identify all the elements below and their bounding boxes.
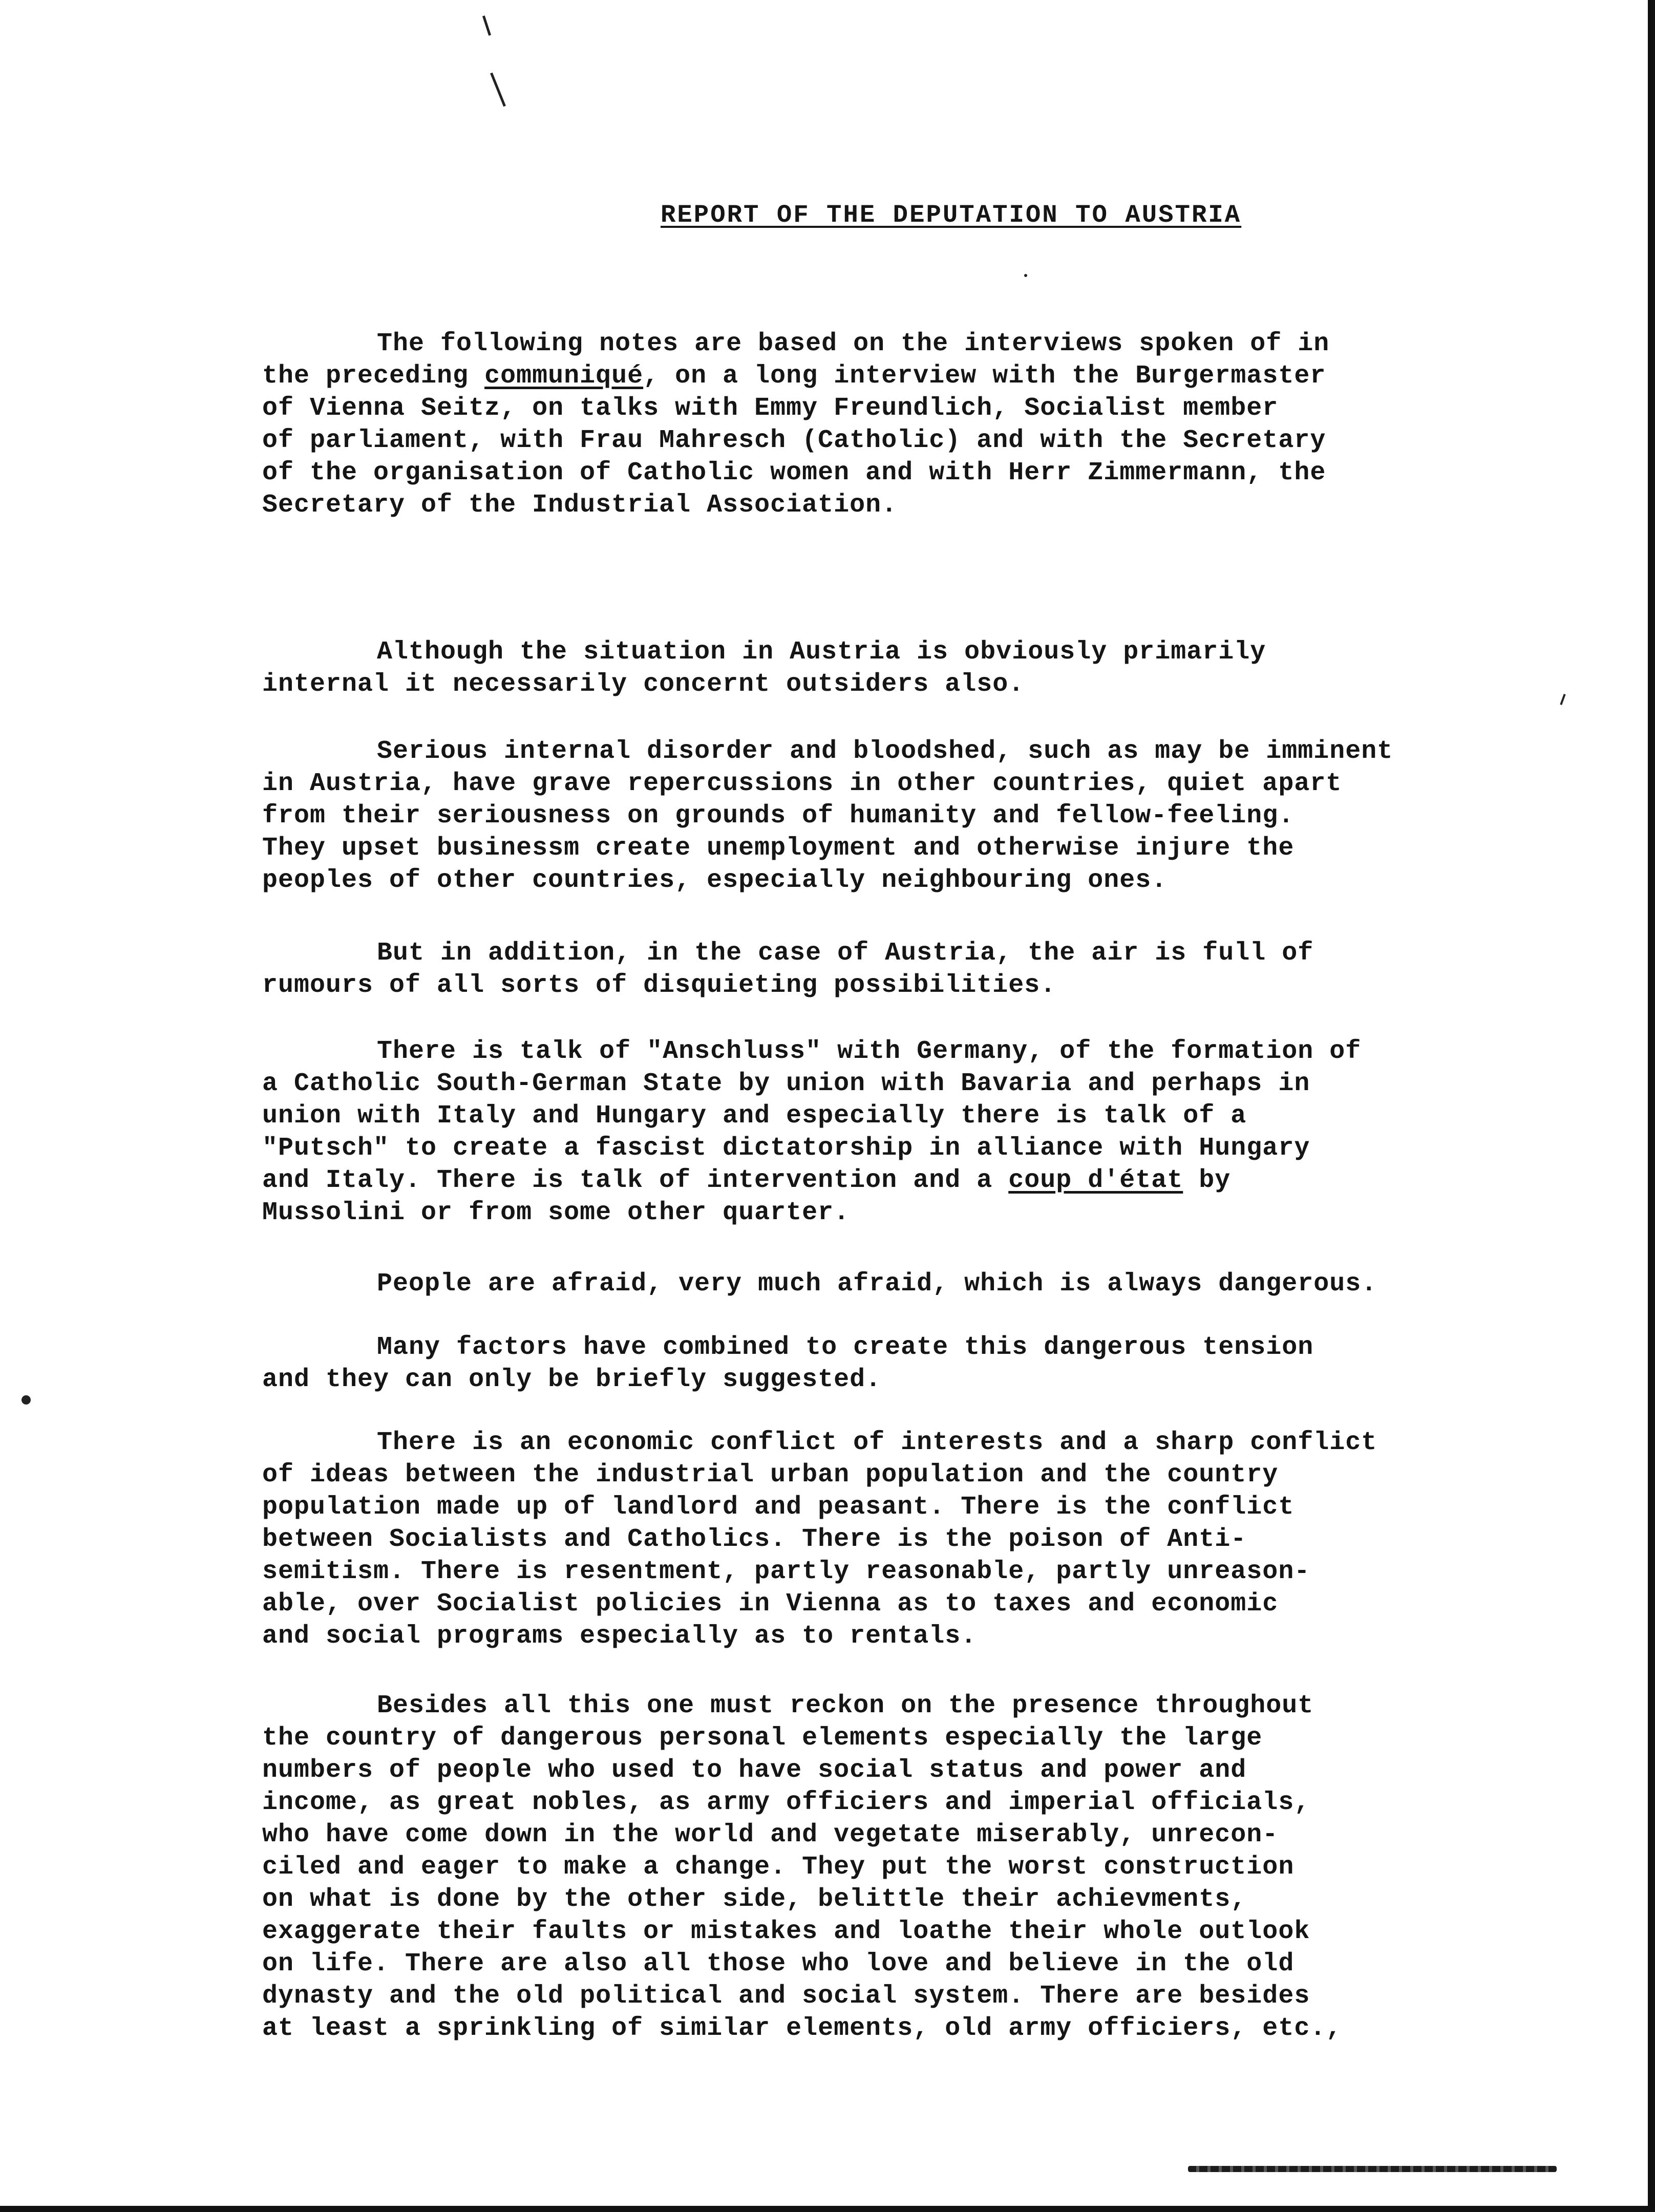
text-line: Serious internal disorder and bloodshed, such as may be imminent	[377, 737, 1393, 766]
text-line: exaggerate their faults or mistakes and loathe their whole outlook	[262, 1917, 1310, 1946]
underlined-word: communiqué	[484, 361, 644, 391]
text-line: peoples of other countries, especially neighbouring ones.	[262, 866, 1168, 895]
text-line: Besides all this one must reckon on the presence throughout	[377, 1691, 1314, 1720]
text-line	[262, 360, 1573, 392]
text-line: able, over Socialist policies in Vienna as to taxes and economic	[262, 1589, 1279, 1619]
paragraph	[262, 1268, 1573, 1300]
text-line: income, as great nobles, as army officiers and imperial officials,	[262, 1788, 1310, 1817]
text-line: of ideas between the industrial urban population and the country	[262, 1460, 1279, 1490]
text-line	[262, 1164, 1573, 1197]
paragraph	[262, 1427, 1573, 1652]
text-line: in Austria, have grave repercussions in other countries, quiet apart	[262, 769, 1342, 798]
scan-mark	[490, 73, 506, 107]
paragraph	[262, 1331, 1573, 1396]
text-segment: the preceding	[262, 361, 485, 391]
text-line: from their seriousness on grounds of humanity and fellow-feeling.	[262, 801, 1295, 831]
scan-edge-right	[1648, 0, 1655, 2212]
paragraph	[262, 328, 1573, 521]
text-line: Many factors have combined to create this dangerous tension	[377, 1333, 1314, 1362]
text-line: But in addition, in the case of Austria, the air is full of	[377, 939, 1314, 968]
bottom-smudge	[1188, 2166, 1557, 2172]
text-line: numbers of people who used to have social status and power and	[262, 1756, 1247, 1785]
text-line: on what is done by the other side, belittle their achievments,	[262, 1885, 1247, 1914]
scan-mark	[22, 1395, 31, 1405]
text-segment: and Italy. There is talk of intervention and a	[262, 1166, 1009, 1195]
paragraph	[262, 937, 1573, 1002]
text-line: "Putsch" to create a fascist dictatorship in alliance with Hungary	[262, 1134, 1310, 1163]
text-line: a Catholic South-German State by union with Bavaria and perhaps in	[262, 1069, 1310, 1098]
text-line: between Socialists and Catholics. There is the poison of Anti-	[262, 1525, 1247, 1554]
scan-mark	[1024, 274, 1027, 277]
text-line: union with Italy and Hungary and especially there is talk of a	[262, 1101, 1247, 1131]
text-line: and they can only be briefly suggested.	[262, 1365, 882, 1394]
text-line: of the organisation of Catholic women and with Herr Zimmermann, the	[262, 458, 1326, 487]
text-line: and social programs especially as to rentals.	[262, 1622, 977, 1651]
paragraph	[262, 636, 1573, 700]
text-line: dynasty and the old political and social system. There are besides	[262, 1982, 1310, 2011]
text-line: the country of dangerous personal elements especially the large	[262, 1724, 1263, 1753]
text-line: Although the situation in Austria is obviously primarily	[377, 637, 1266, 667]
document-title: REPORT OF THE DEPUTATION TO AUSTRIA	[661, 201, 1242, 229]
text-line: of Vienna Seitz, on talks with Emmy Freundlich, Socialist member	[262, 394, 1279, 423]
paragraph	[262, 735, 1573, 897]
text-line: There is talk of "Anschluss" with Germany, of the formation of	[377, 1037, 1362, 1066]
text-line: Mussolini or from some other quarter.	[262, 1198, 850, 1227]
text-line: They upset businessm create unemployment and otherwise injure the	[262, 834, 1295, 863]
text-line: rumours of all sorts of disquieting possibilities.	[262, 971, 1056, 1000]
text-line: ciled and eager to make a change. They put the worst construction	[262, 1853, 1295, 1882]
text-line: The following notes are based on the interviews spoken of in	[377, 329, 1330, 358]
text-segment: , on a long interview with the Burgermaster	[643, 361, 1326, 391]
underlined-word: coup d'état	[1008, 1166, 1183, 1195]
text-line: of parliament, with Frau Mahresch (Catholic) and with the Secretary	[262, 426, 1326, 455]
text-line: on life. There are also all those who love and believe in the old	[262, 1949, 1295, 1979]
scan-edge-bottom	[0, 2206, 1655, 2212]
text-line: semitism. There is resentment, partly reasonable, partly unreason-	[262, 1557, 1310, 1586]
text-line: internal it necessarily concernt outsiders also.	[262, 670, 1025, 699]
text-line: People are afraid, very much afraid, which is always dangerous.	[377, 1269, 1377, 1299]
text-line: There is an economic conflict of interests and a sharp conflict	[377, 1428, 1377, 1457]
text-line: population made up of landlord and peasant. There is the conflict	[262, 1493, 1295, 1522]
text-segment: by	[1183, 1166, 1231, 1195]
scan-mark	[482, 15, 491, 36]
paragraph	[262, 1035, 1573, 1229]
paragraph	[262, 1690, 1573, 2045]
text-line: at least a sprinkling of similar elements, old army officiers, etc.,	[262, 2014, 1342, 2043]
text-line: who have come down in the world and vegetate miserably, unrecon-	[262, 1820, 1279, 1849]
text-line: Secretary of the Industrial Association.	[262, 491, 898, 520]
